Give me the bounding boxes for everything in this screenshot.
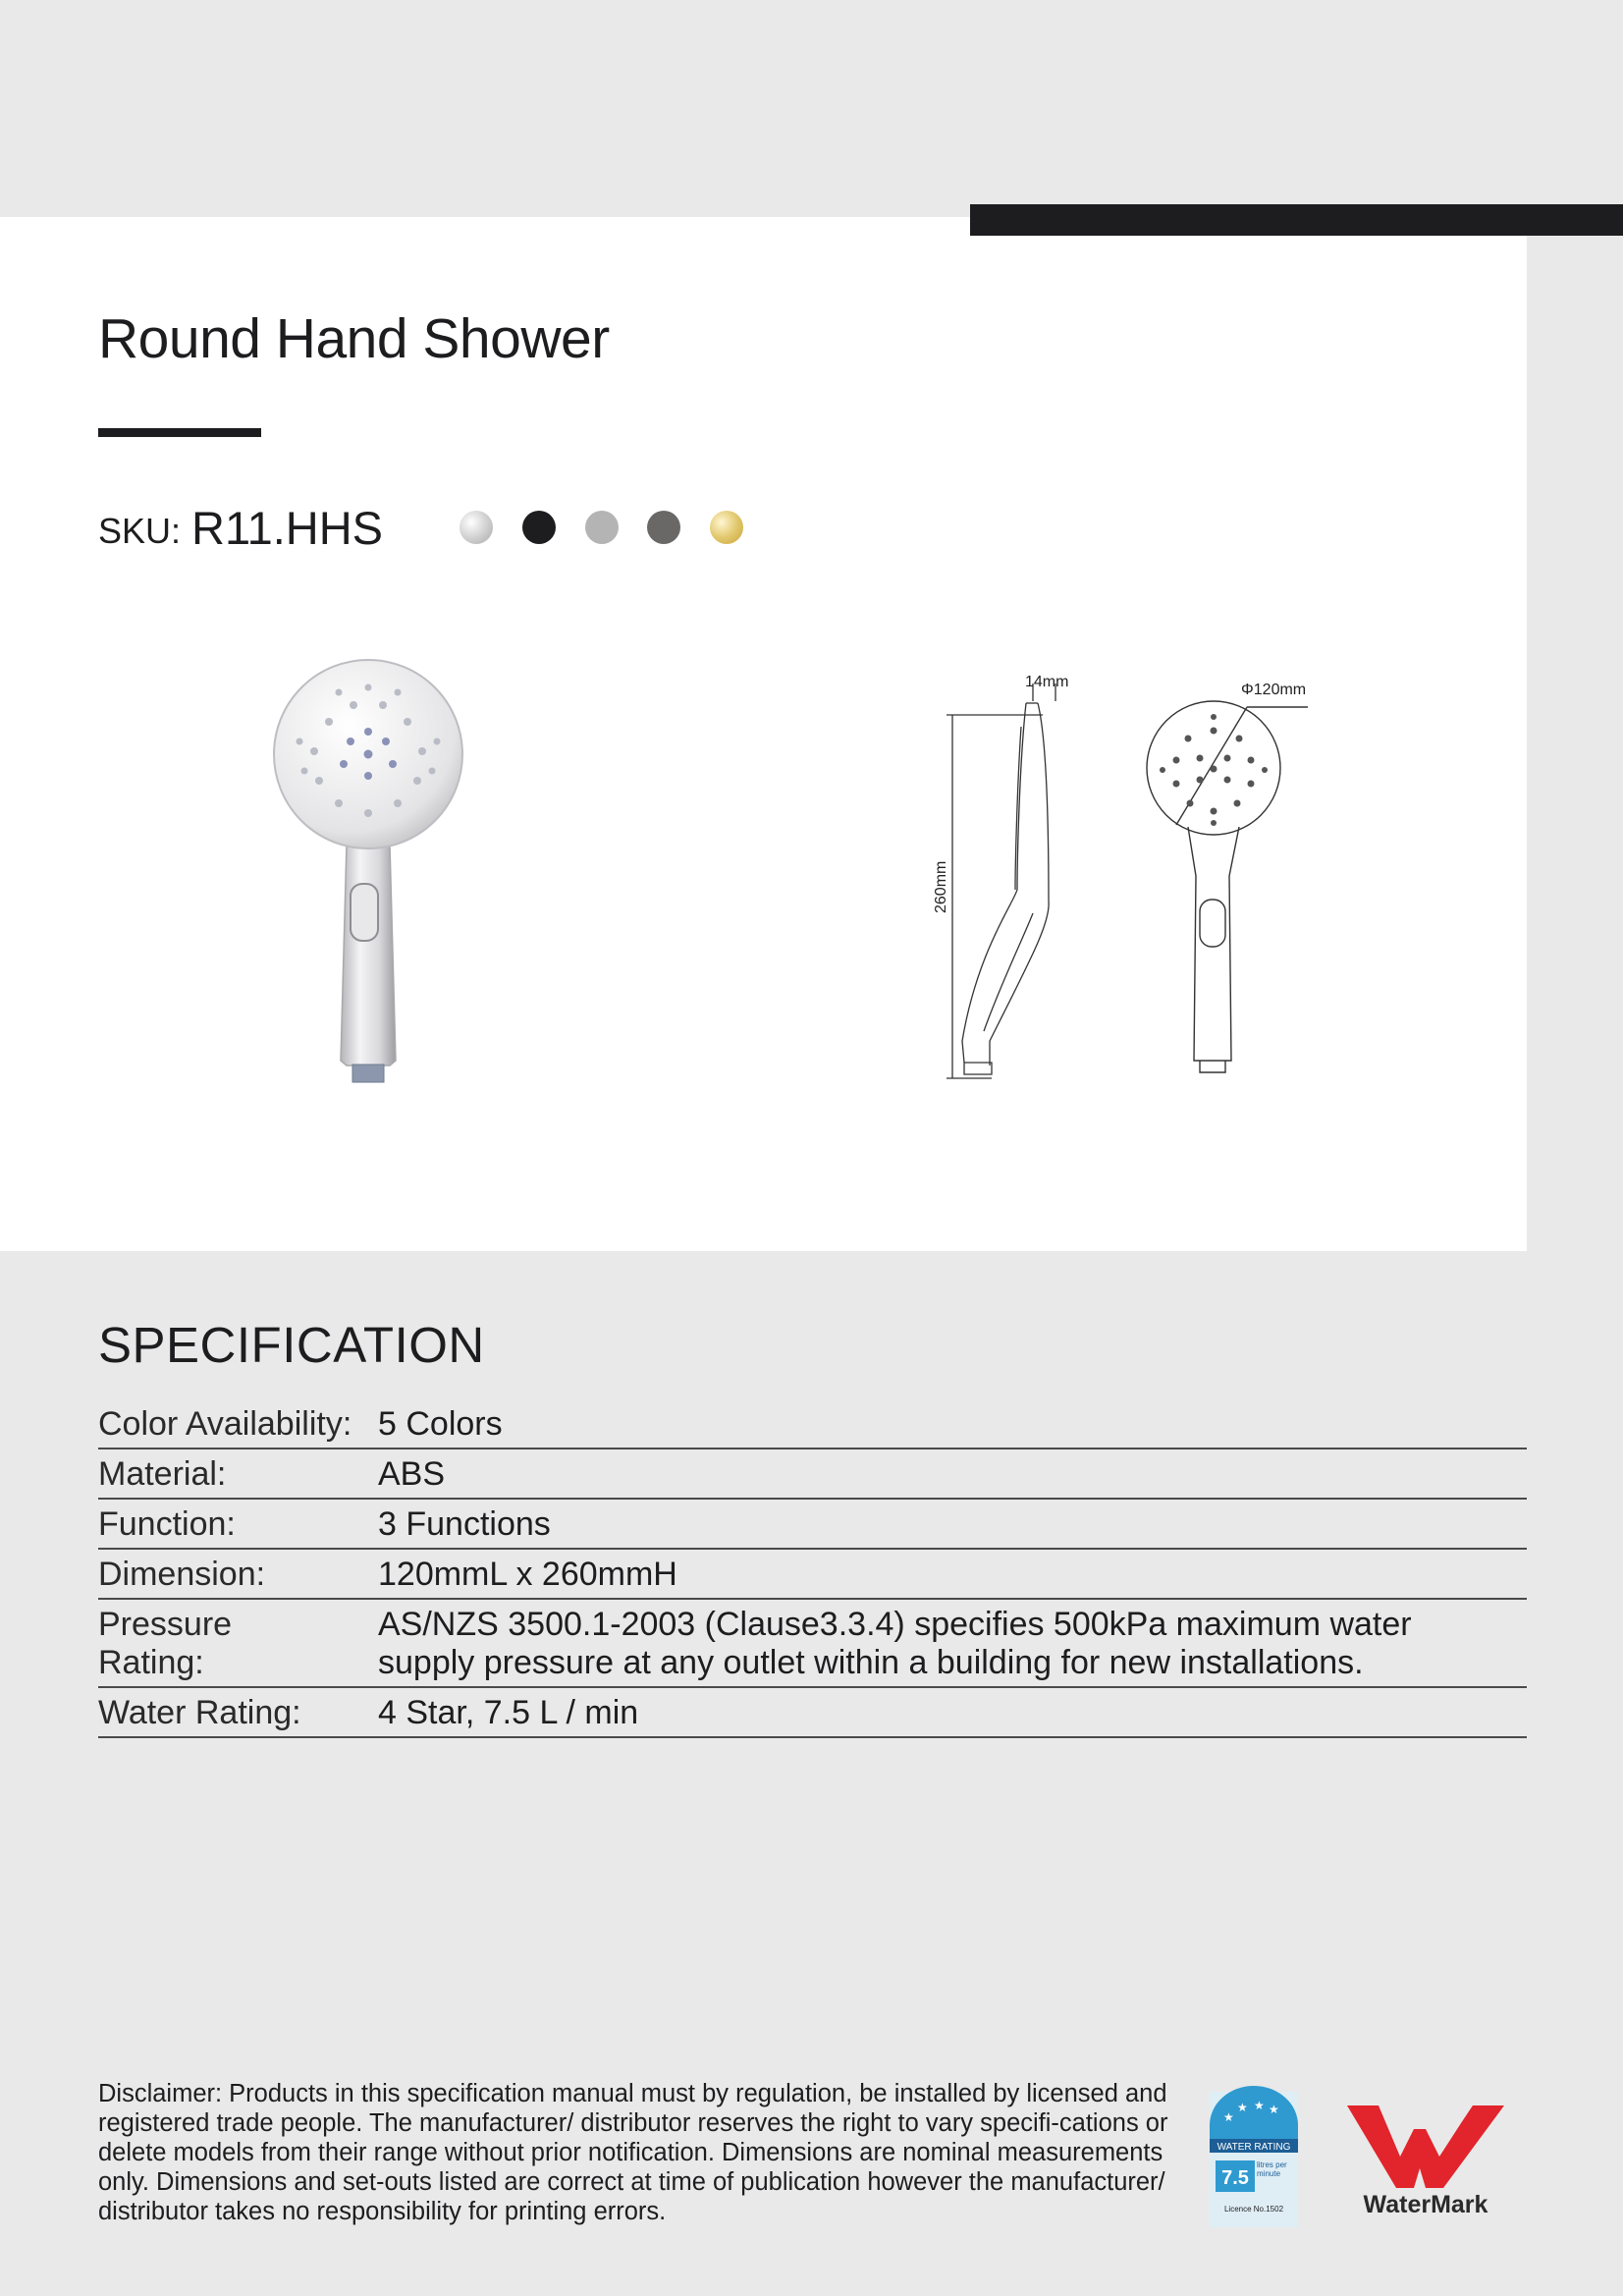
water-rating-badge bbox=[1210, 2082, 1298, 2227]
water-rating-title: WATER RATING bbox=[1217, 2142, 1291, 2153]
spec-label: Color Availability: bbox=[98, 1405, 352, 1443]
specification-table bbox=[98, 1399, 1527, 1738]
spec-row-water-rating bbox=[98, 1688, 1527, 1738]
product-photo bbox=[260, 648, 476, 1110]
dimension-diameter: Φ120mm bbox=[1241, 682, 1307, 698]
spec-value: 3 Functions bbox=[378, 1505, 551, 1543]
swatch-black[interactable] bbox=[522, 511, 556, 544]
swatch-brushed-gold[interactable] bbox=[710, 511, 743, 544]
spec-value: 5 Colors bbox=[378, 1405, 503, 1443]
specification-heading: SPECIFICATION bbox=[98, 1317, 485, 1373]
spec-value: ABS bbox=[378, 1455, 446, 1493]
swatch-gunmetal[interactable] bbox=[647, 511, 680, 544]
sku-label: SKU: bbox=[98, 511, 182, 551]
spec-row-function bbox=[98, 1500, 1527, 1550]
spec-label: Pressure Rating: bbox=[98, 1606, 233, 1681]
header-accent-bar bbox=[970, 204, 1623, 236]
watermark-text: WaterMark bbox=[1363, 2191, 1488, 2217]
spec-row-pressure bbox=[98, 1600, 1527, 1688]
sku-value: R11.HHS bbox=[191, 502, 384, 554]
svg-text:★: ★ bbox=[1237, 2101, 1248, 2114]
spec-row-dimension bbox=[98, 1550, 1527, 1600]
spec-label: Dimension: bbox=[98, 1556, 266, 1593]
watermark-logo bbox=[1345, 2100, 1507, 2217]
spec-label: Material: bbox=[98, 1455, 227, 1493]
technical-drawing bbox=[923, 668, 1335, 1090]
water-rating-value: 7.5 bbox=[1221, 2167, 1249, 2189]
spec-label: Function: bbox=[98, 1505, 236, 1543]
disclaimer-text: Disclaimer: Products in this specification manual must by regulation, be installed by licensed and registered trade people. The manufacturer/ distributor reserves the right to vary specifi-cations or delete models from their range without prior notification. Dimensions are nominal measurements only. Dimensions and set-outs listed are correct at time of publication however the manufacturer/ distributor takes no responsibility for printing errors. bbox=[98, 2080, 1168, 2225]
spec-row-material bbox=[98, 1449, 1527, 1500]
svg-text:★: ★ bbox=[1223, 2110, 1234, 2124]
water-rating-unit: litres per minute bbox=[1257, 2160, 1287, 2178]
dimension-thickness: 14mm bbox=[1025, 674, 1069, 690]
licence-number: Licence No.1502 bbox=[1223, 2205, 1284, 2214]
spec-value: AS/NZS 3500.1-2003 (Clause3.3.4) specifies 500kPa maximum water supply pressure at any outlet within a building for new installations. bbox=[378, 1606, 1412, 1681]
spec-value: 120mmL x 260mmH bbox=[378, 1556, 677, 1593]
dimension-height: 260mm bbox=[933, 860, 949, 913]
spec-label: Water Rating: bbox=[98, 1694, 301, 1731]
spec-row-color bbox=[98, 1399, 1527, 1449]
svg-text:★: ★ bbox=[1254, 2099, 1265, 2112]
title-underline bbox=[98, 428, 261, 437]
svg-text:★: ★ bbox=[1269, 2103, 1279, 2116]
swatch-brushed-nickel[interactable] bbox=[585, 511, 619, 544]
swatch-chrome[interactable] bbox=[460, 511, 493, 544]
spec-value: 4 Star, 7.5 L / min bbox=[378, 1694, 639, 1731]
product-title: Round Hand Shower bbox=[98, 307, 610, 370]
